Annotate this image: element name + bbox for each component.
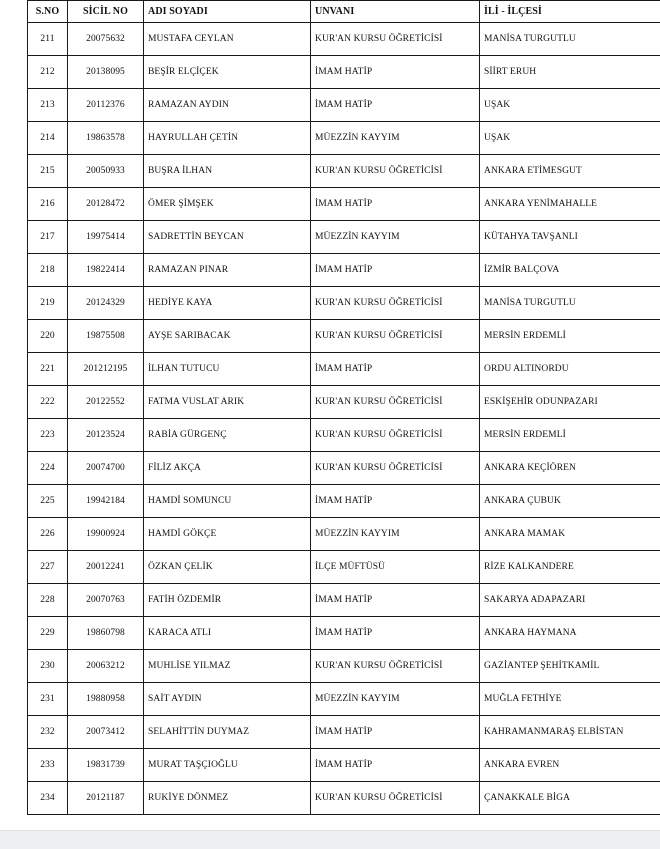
viewer-bottom-bar <box>0 830 660 849</box>
cell-name: FİLİZ AKÇA <box>144 452 311 485</box>
cell-sicil-no: 19875508 <box>68 320 144 353</box>
cell-sno: 229 <box>28 617 68 650</box>
cell-name: İLHAN TUTUCU <box>144 353 311 386</box>
cell-title: İMAM HATİP <box>311 584 480 617</box>
header-sno: S.NO <box>28 1 68 23</box>
table-row <box>28 584 660 617</box>
table-row <box>28 23 660 56</box>
cell-sno: 227 <box>28 551 68 584</box>
cell-title: KUR'AN KURSU ÖĞRETİCİSİ <box>311 23 480 56</box>
cell-sicil-no: 20128472 <box>68 188 144 221</box>
header-sicil-no: SİCİL NO <box>68 1 144 23</box>
cell-location: ÇANAKKALE BİGA <box>480 782 660 815</box>
cell-title: İLÇE MÜFTÜSÜ <box>311 551 480 584</box>
cell-title: KUR'AN KURSU ÖĞRETİCİSİ <box>311 452 480 485</box>
table-row <box>28 320 660 353</box>
cell-sicil-no: 20050933 <box>68 155 144 188</box>
personnel-table <box>27 0 660 815</box>
cell-name: FATMA VUSLAT ARIK <box>144 386 311 419</box>
table-row <box>28 551 660 584</box>
cell-location: ESKİŞEHİR ODUNPAZARI <box>480 386 660 419</box>
table-row <box>28 782 660 815</box>
cell-sicil-no: 19942184 <box>68 485 144 518</box>
cell-sno: 226 <box>28 518 68 551</box>
cell-name: BUŞRA İLHAN <box>144 155 311 188</box>
cell-title: MÜEZZİN KAYYIM <box>311 221 480 254</box>
cell-sicil-no: 20012241 <box>68 551 144 584</box>
cell-location: MANİSA TURGUTLU <box>480 23 660 56</box>
table-row <box>28 617 660 650</box>
cell-location: KÜTAHYA TAVŞANLI <box>480 221 660 254</box>
cell-sno: 228 <box>28 584 68 617</box>
cell-location: ANKARA ETİMESGUT <box>480 155 660 188</box>
table-row <box>28 386 660 419</box>
cell-title: MÜEZZİN KAYYIM <box>311 518 480 551</box>
cell-title: İMAM HATİP <box>311 254 480 287</box>
table-row <box>28 683 660 716</box>
cell-location: ANKARA HAYMANA <box>480 617 660 650</box>
cell-name: HAMDİ GÖKÇE <box>144 518 311 551</box>
cell-location: RİZE KALKANDERE <box>480 551 660 584</box>
cell-name: SADRETTİN BEYCAN <box>144 221 311 254</box>
cell-name: HEDİYE KAYA <box>144 287 311 320</box>
cell-title: İMAM HATİP <box>311 617 480 650</box>
table-row <box>28 419 660 452</box>
cell-sicil-no: 19860798 <box>68 617 144 650</box>
cell-name: HAMDİ SOMUNCU <box>144 485 311 518</box>
table-row <box>28 452 660 485</box>
cell-title: KUR'AN KURSU ÖĞRETİCİSİ <box>311 782 480 815</box>
table-row <box>28 155 660 188</box>
cell-sicil-no: 20073412 <box>68 716 144 749</box>
cell-sno: 216 <box>28 188 68 221</box>
cell-name: RAMAZAN AYDIN <box>144 89 311 122</box>
cell-sno: 220 <box>28 320 68 353</box>
cell-sno: 212 <box>28 56 68 89</box>
table-row <box>28 188 660 221</box>
cell-sno: 219 <box>28 287 68 320</box>
cell-name: FATİH ÖZDEMİR <box>144 584 311 617</box>
cell-title: İMAM HATİP <box>311 353 480 386</box>
cell-title: İMAM HATİP <box>311 749 480 782</box>
cell-title: İMAM HATİP <box>311 485 480 518</box>
table-row <box>28 122 660 155</box>
cell-location: MANİSA TURGUTLU <box>480 287 660 320</box>
cell-sno: 215 <box>28 155 68 188</box>
cell-sicil-no: 19822414 <box>68 254 144 287</box>
cell-sno: 217 <box>28 221 68 254</box>
table-row <box>28 716 660 749</box>
cell-title: KUR'AN KURSU ÖĞRETİCİSİ <box>311 320 480 353</box>
cell-location: MERSİN ERDEMLİ <box>480 419 660 452</box>
cell-name: SELAHİTTİN DUYMAZ <box>144 716 311 749</box>
cell-location: ANKARA YENİMAHALLE <box>480 188 660 221</box>
cell-sno: 221 <box>28 353 68 386</box>
cell-name: MURAT TAŞÇIOĞLU <box>144 749 311 782</box>
cell-sicil-no: 19863578 <box>68 122 144 155</box>
cell-sicil-no: 20063212 <box>68 650 144 683</box>
cell-title: KUR'AN KURSU ÖĞRETİCİSİ <box>311 386 480 419</box>
cell-name: ÖZKAN ÇELİK <box>144 551 311 584</box>
cell-sno: 222 <box>28 386 68 419</box>
table-row <box>28 287 660 320</box>
cell-title: MÜEZZİN KAYYIM <box>311 122 480 155</box>
table-row <box>28 485 660 518</box>
cell-sno: 224 <box>28 452 68 485</box>
cell-sicil-no: 20074700 <box>68 452 144 485</box>
cell-sicil-no: 20075632 <box>68 23 144 56</box>
cell-title: KUR'AN KURSU ÖĞRETİCİSİ <box>311 155 480 188</box>
cell-sno: 223 <box>28 419 68 452</box>
cell-location: KAHRAMANMARAŞ ELBİSTAN <box>480 716 660 749</box>
cell-sno: 214 <box>28 122 68 155</box>
table-header-row <box>28 1 660 23</box>
cell-location: ANKARA EVREN <box>480 749 660 782</box>
cell-location: SİİRT ERUH <box>480 56 660 89</box>
cell-sicil-no: 20122552 <box>68 386 144 419</box>
cell-sno: 231 <box>28 683 68 716</box>
header-title: UNVANI <box>311 1 480 23</box>
cell-name: KARACA ATLI <box>144 617 311 650</box>
cell-location: İZMİR BALÇOVA <box>480 254 660 287</box>
cell-location: MERSİN ERDEMLİ <box>480 320 660 353</box>
cell-location: ANKARA KEÇİÖREN <box>480 452 660 485</box>
cell-location: ANKARA MAMAK <box>480 518 660 551</box>
cell-name: MUHLİSE YILMAZ <box>144 650 311 683</box>
cell-location: UŞAK <box>480 122 660 155</box>
table-row <box>28 89 660 122</box>
table-row <box>28 56 660 89</box>
cell-sno: 234 <box>28 782 68 815</box>
cell-sno: 218 <box>28 254 68 287</box>
cell-name: BEŞİR ELÇİÇEK <box>144 56 311 89</box>
cell-title: KUR'AN KURSU ÖĞRETİCİSİ <box>311 650 480 683</box>
cell-sicil-no: 19900924 <box>68 518 144 551</box>
cell-name: RAMAZAN PINAR <box>144 254 311 287</box>
cell-title: İMAM HATİP <box>311 56 480 89</box>
table-row <box>28 353 660 386</box>
cell-sicil-no: 20070763 <box>68 584 144 617</box>
cell-title: KUR'AN KURSU ÖĞRETİCİSİ <box>311 419 480 452</box>
cell-name: ÖMER ŞİMŞEK <box>144 188 311 221</box>
cell-location: MUĞLA FETHİYE <box>480 683 660 716</box>
cell-sicil-no: 20124329 <box>68 287 144 320</box>
cell-sicil-no: 201212195 <box>68 353 144 386</box>
cell-sicil-no: 20112376 <box>68 89 144 122</box>
cell-sno: 233 <box>28 749 68 782</box>
cell-name: HAYRULLAH ÇETİN <box>144 122 311 155</box>
cell-location: UŞAK <box>480 89 660 122</box>
cell-sno: 213 <box>28 89 68 122</box>
cell-sicil-no: 19831739 <box>68 749 144 782</box>
cell-sicil-no: 20123524 <box>68 419 144 452</box>
cell-title: İMAM HATİP <box>311 188 480 221</box>
cell-name: RUKİYE DÖNMEZ <box>144 782 311 815</box>
table-row <box>28 254 660 287</box>
table-row <box>28 749 660 782</box>
table-row <box>28 221 660 254</box>
cell-location: ANKARA ÇUBUK <box>480 485 660 518</box>
cell-title: KUR'AN KURSU ÖĞRETİCİSİ <box>311 287 480 320</box>
cell-sno: 211 <box>28 23 68 56</box>
header-name: ADI SOYADI <box>144 1 311 23</box>
cell-sno: 230 <box>28 650 68 683</box>
table-row <box>28 650 660 683</box>
cell-name: RABİA GÜRGENÇ <box>144 419 311 452</box>
cell-sicil-no: 20121187 <box>68 782 144 815</box>
header-location: İLİ - İLÇESİ <box>480 1 660 23</box>
cell-name: SAİT AYDIN <box>144 683 311 716</box>
cell-title: MÜEZZİN KAYYIM <box>311 683 480 716</box>
cell-name: MUSTAFA CEYLAN <box>144 23 311 56</box>
cell-location: SAKARYA ADAPAZARI <box>480 584 660 617</box>
cell-location: GAZİANTEP ŞEHİTKAMİL <box>480 650 660 683</box>
cell-sicil-no: 19880958 <box>68 683 144 716</box>
cell-name: AYŞE SARIBACAK <box>144 320 311 353</box>
cell-sno: 232 <box>28 716 68 749</box>
cell-sicil-no: 20138095 <box>68 56 144 89</box>
table-row <box>28 518 660 551</box>
cell-title: İMAM HATİP <box>311 716 480 749</box>
cell-location: ORDU ALTINORDU <box>480 353 660 386</box>
cell-sno: 225 <box>28 485 68 518</box>
cell-title: İMAM HATİP <box>311 89 480 122</box>
table-body <box>28 23 660 815</box>
cell-sicil-no: 19975414 <box>68 221 144 254</box>
